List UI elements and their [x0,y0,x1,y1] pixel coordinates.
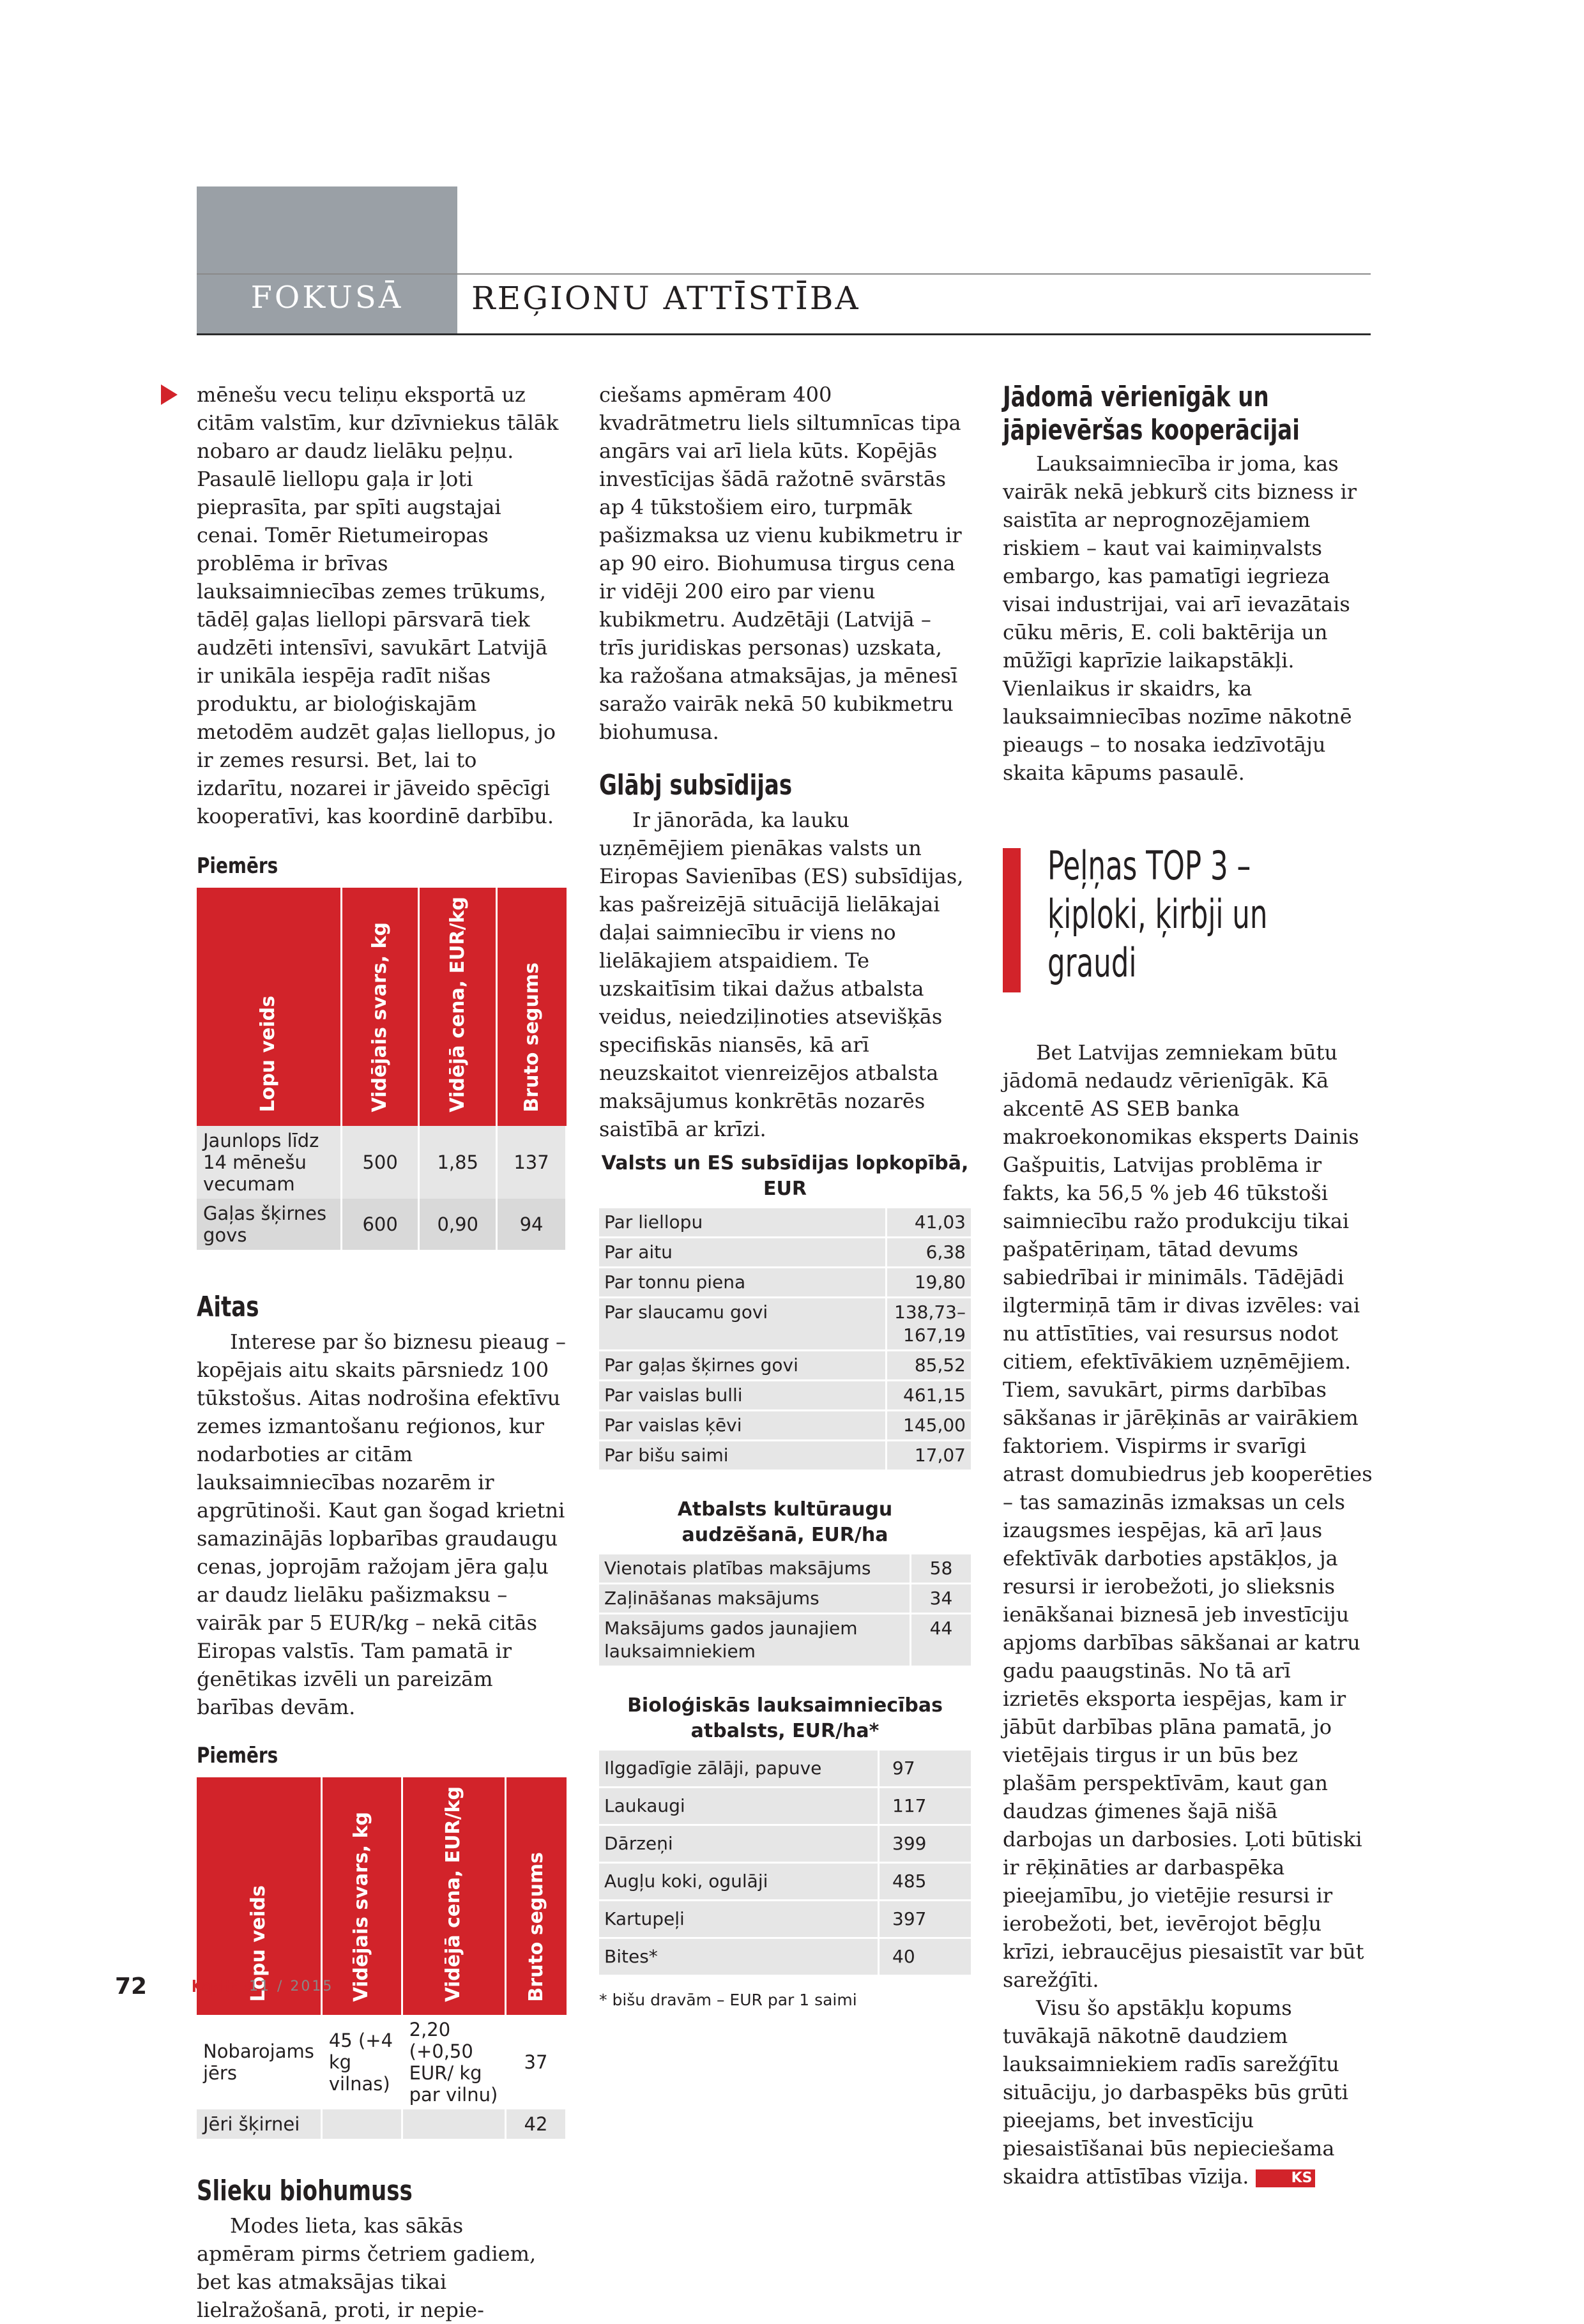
table-row: Laukaugi 117 [599,1788,971,1825]
col3-paragraph-jadoma: Lauksaimniecība ir joma, kas vairāk nekā jebkurš cits bizness ir saistīta ar neprognozējamiem riskiem – kaut vai kaimiņvalsts embargo, kas pamatīgi iegrieza visai industrijai, vai arī ievazātais cūku mēris, E. coli baktērija un mūžīgi kaprīzie laikapstākļi. Vienlaikus ir skaidrs, ka lauksaimniecības nozīme nākotnē pieaugs – to nosaka iedzīvotāju skaita kāpums pasaulē. [1003,452,1357,785]
example-2-header-3: Vidējā cena, EUR/kg [402,1777,505,2016]
column-1 [197,381,567,2324]
table-row: Par tonnu piena 19,80 [599,1268,971,1298]
header-rule-bottom [197,333,1371,335]
column-3 [1003,381,1373,2191]
heading-glabj-subsidijas: Glābj subsīdijas [599,769,793,801]
col2-paragraph-glabj: Ir jānorāda, ka lauku uzņēmējiem pienākas valsts un Eiropas Savienības (ES) subsīdijas, kas pašreizējā situācijā lielākajai daļai saimniecību ir viens no lielākajiem atspaidiem. Te uzskaitīsim tikai dažus atbalsta veidus, neiedziļinoties atsevišķās specifiskās niansēs, kā arī neuzskaitot vienreizējos atbalsta maksājumus konkrētās nozarēs saistībā ar krīzi. [599,808,964,1141]
table-row: Nobarojams jērs 45 (+4 kg vilnas) 2,20 (+0,50 EUR/ kg par vilnu) 37 [197,2015,567,2109]
example-1-table [197,888,567,1250]
table-row: Kartupeļi 397 [599,1901,971,1938]
crop-support-table [599,1554,971,1667]
table-row: Bites* 40 [599,1938,971,1976]
example-2-table [197,1777,567,2139]
heading-slieku-biohumuss: Slieku biohumuss [197,2175,413,2208]
table-row: Gaļas šķirnes govs 600 0,90 94 [197,1199,567,1250]
column-2 [599,381,971,2009]
table-1-title: Valsts un ES subsīdijas lopkopībā, EUR [601,1152,969,1200]
callout-accent-bar [1003,848,1021,992]
table-footnote: * bišu dravām – EUR par 1 saimi [599,1991,857,2009]
end-mark-icon: KS [1256,2169,1315,2187]
heading-jadoma-verienigak: Jādomā vērienīgāk un jāpievēršas kooperācijai [1003,381,1300,446]
example-1-header-4: Bruto segums [497,888,567,1126]
topic-label: REĢIONU ATTĪSTĪBA [471,280,860,317]
example-1-title: Piemērs [197,853,278,879]
col3-paragraph-end: Visu šo apstākļu kopums tuvākajā nākotnē daudziem lauksaimniekiem radīs sarežģītu situāciju, jo darbaspēks būs grūti pieejams, bet investīciju piesaistīšanai būs nepieciešama skaidra attīstības vīzija. KS [1003,1996,1349,2189]
col1-paragraph-aitas: Interese par šo biznesu pieaug – kopējais aitu skaits pārsniedz 100 tūkstošus. Aitas nodrošina efektīvu zemes izmantošanu reģionos, kur nodarboties ar citām lauksaimniecības nozarēm ir apgrūtinoši. Kaut gan šogad krietni samazinājās lopbarības graudaugu cenas, joprojām ražojam jēra gaļu ar daudz lielāku pašizmaksu – vairāk par 5 EUR/kg – nekā citās Eiropas valstīs. Tam pamatā ir ģenētikas izvēli un pareizām barības devām. [197,1329,567,1719]
table-row: Par vaislas ķēvi 145,00 [599,1411,971,1441]
table-row: Par slaucamu govi 138,73–167,19 [599,1298,971,1351]
top3-title: Peļņas TOP 3 – ķiploki, ķirbji un graudi [1047,842,1268,986]
heading-aitas: Aitas [197,1290,259,1323]
col2-paragraph-1: ciešams apmēram 400 kvadrātmetru liels siltumnīcas tipa angārs vai arī liela kūts. Kopējās investīcijas šādā ražotnē svārstās ap 4 tūkstošiem eiro, turpmāk pašizmaksa uz vienu kubikmetru ir ap 90 eiro. Biohumusa tirgus cena ir vidēji 200 eiro par vienu kubikmetru. Audzētāji (Latvijā – trīs juridiskas personas) uzskata, ka ražošana atmaksājas, ja mēnesī saražo vairāk nekā 50 kubikmetru biohumusa. [599,383,962,744]
top3-callout [1003,842,1373,996]
table-2-title: Atbalsts kultūraugu audzēšanā, EUR/ha [677,1498,893,1546]
table-row: Dārzeņi 399 [599,1825,971,1863]
table-row: Par gaļas šķirnes govi 85,52 [599,1351,971,1381]
section-label: FOKUSĀ [250,280,404,315]
page-number: 72 [115,1973,148,2000]
table-row: Par bišu saimi 17,07 [599,1441,971,1471]
table-row: Jēri šķirnei 42 [197,2109,567,2139]
table-row: Jaunlops līdz 14 mēnešu vecumam 500 1,85 137 [197,1126,567,1199]
organic-support-table [599,1751,971,1977]
table-row: Par aitu 6,38 [599,1238,971,1268]
table-row: Par vaislas bulli 461,15 [599,1381,971,1411]
table-row: Zaļināšanas maksājums 34 [599,1584,971,1614]
example-2-title: Piemērs [197,1742,278,1768]
example-1-header-3: Vidējā cena, EUR/kg [419,888,497,1126]
header-rule-top [197,273,1371,275]
continue-arrow-icon [161,384,178,405]
subsidies-table [599,1208,971,1471]
col1-paragraph-slieku: Modes lieta, kas sākās apmēram pirms četriem gadiem, bet kas atmaksājas tikai lielražošanā, proti, ir nepie- [197,2214,537,2323]
table-row: Par liellopu 41,03 [599,1208,971,1238]
magazine-logo: Kapitāls [192,1977,253,1996]
example-1-header-2: Vidējais svars, kg [341,888,419,1126]
issue-label: 11 / 2015 [249,1978,334,1994]
example-2-header-2: Vidējais svars, kg [321,1777,402,2016]
table-row: Augļu koki, ogulāji 485 [599,1863,971,1901]
example-1-header-1: Lopu veids [197,888,341,1126]
col1-paragraph-1: mēnešu vecu teliņu eksportā uz citām valstīm, kur dzīvniekus tālāk nobaro ar daudz lielāku peļņu. Pasaulē liellopu gaļa ir ļoti pieprasīta, par spīti augstajai cenai. Tomēr Rietumeiropas problēma ir brīvas lauksaimniecības zemes trūkums, tādēļ gaļas liellopi pārsvarā tiek audzēti intensīvi, savukārt Latvijā ir unikāla iespēja radīt nišas produktu, ar bioloģiskajām metodēm audzēt gaļas liellopus, jo ir zemes resursi. Bet, lai to izdarītu, nozarei ir jāveido spēcīgi kooperatīvi, kas koordinē darbību. [197,383,559,828]
table-row: Vienotais platības maksājums 58 [599,1554,971,1584]
example-2-header-1: Lopu veids [197,1777,321,2016]
col3-paragraph-top: Bet Latvijas zemniekam būtu jādomā nedaudz vērienīgāk. Kā akcentē AS SEB banka makroekonomikas eksperts Dainis Gašpuitis, Latvijas problēma ir fakts, ka 56,5 % jeb 46 tūkstoši saimniecību ražo produkciju tikai pašpatēriņam, tātad devums sabiedrībai ir minimāls. Tādējādi ilgtermiņā tām ir divas izvēles: vai nu attīstīties, vai resursus nodot citiem, efektīvākiem uzņēmējiem. Tiem, savukārt, pirms darbības sākšanas ir jārēķinās ar vairākiem faktoriem. Vispirms ir svarīgi atrast domubiedrus jeb kooperēties – tas samazinās izmaksas un cels izaugsmes iespējas, kā arī ļaus efektīvāk darboties apstākļos, ja resursi ir ierobežoti, jo slieksnis ienākšanai biznesā jeb investīciju apjoms darbības sākšanai ar katru gadu paaugstinās. No tā arī izrietēs eksporta iespējas, kam ir jābūt darbības plāna pamatā, jo vietējais tirgus ir un būs bez plašām perspektīvām, kaut gan daudzas ģimenes šajā nišā darbojas un darbosies. Ļoti būtiski ir rēķināties ar darbaspēka pieejamību, jo vietējie resursi ir ierobežoti, bet, ievērojot bēgļu krīzi, iebraucējus piesaistīt var būt sarežģīti. [1003,1040,1373,1992]
table-row: Maksājums gados jaunajiem lauksaimniekiem 44 [599,1614,971,1667]
example-2-header-4: Bruto segums [505,1777,566,2016]
table-3-title: Bioloģiskās lauksaimniecības atbalsts, EUR/ha* [627,1694,943,1742]
table-row: Ilggadīgie zālāji, papuve 97 [599,1751,971,1788]
